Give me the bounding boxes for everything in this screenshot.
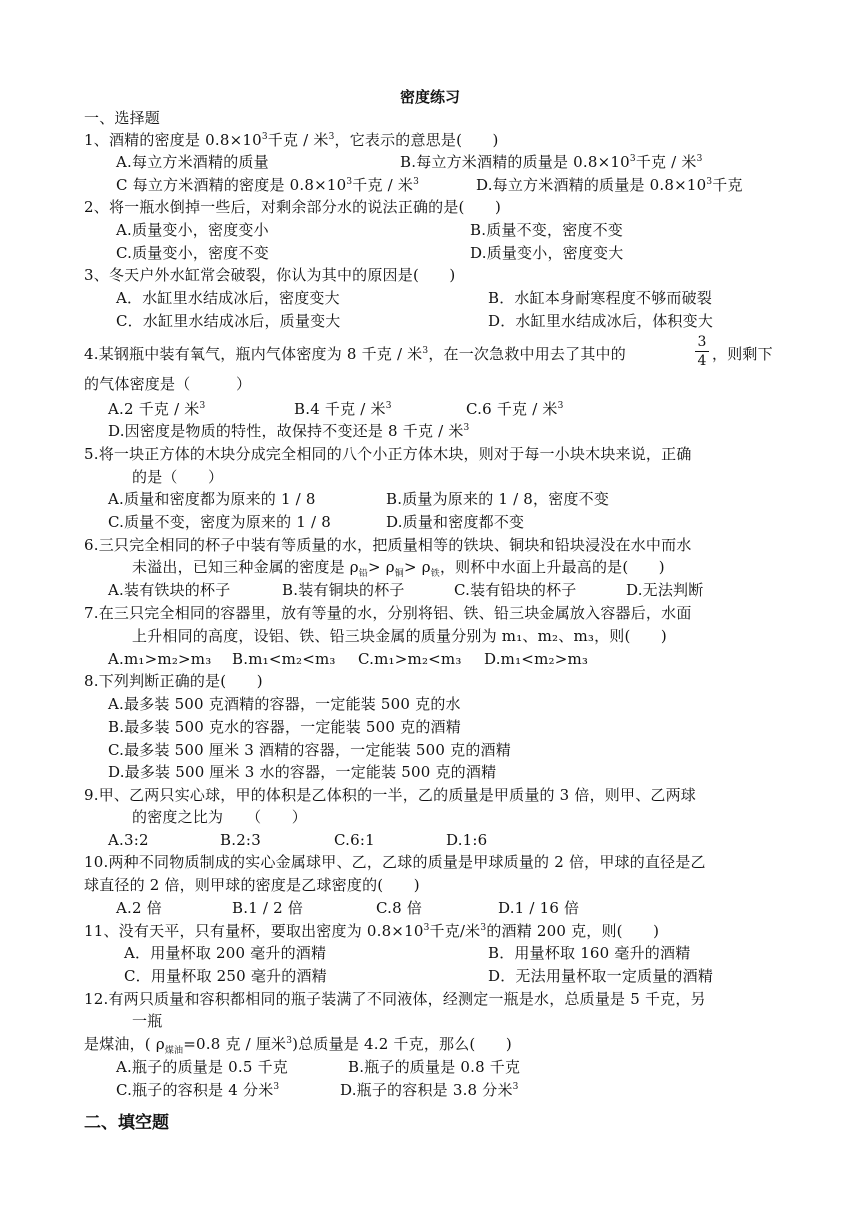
question-2-option-b: B.质量不变，密度不变 [470,221,623,239]
question-4-fraction [695,334,709,369]
question-12-stem: 12.有两只质量和容积都相同的瓶子装满了不同液体，经测定一瓶是水，总质量是 5 千克，另 [84,990,706,1008]
question-6-option-d: D.无法判断 [626,581,704,599]
question-3-option-d: D．水缸里水结成冰后，体积变大 [488,312,714,330]
question-10-option-b: B.1 / 2 倍 [232,899,304,917]
question-2-stem: 2、将一瓶水倒掉一些后，对剩余部分水的说法正确的是( ) [84,198,502,216]
question-9-stem-line2: 的密度之比为 （ ） [132,808,307,826]
question-6-stem: 6.三只完全相同的杯子中装有等质量的水，把质量相等的铁块、铜块和铅块浸没在水中而水 [84,536,692,554]
question-10-option-a: A.2 倍 [116,899,162,917]
question-8-option-c: C.最多装 500 厘米 3 酒精的容器，一定能装 500 克的酒精 [108,741,511,759]
question-5-stem: 5.将一块正方体的木块分成完全相同的八个小正方体木块，则对于每一小块木块来说，正确 [84,445,692,463]
section-heading-fill-blank: 二、填空题 [84,1113,169,1133]
question-1-option-d: D.每立方米酒精的质量是 $0.8\times 10^3$千克 [476,176,743,194]
question-8-option-a: A.最多装 500 克酒精的容器，一定能装 500 克的水 [108,695,461,713]
question-8-stem: 8.下列判断正确的是( ) [84,672,263,690]
question-4-option-a: A.2 千克 / 米$^3$ [108,400,206,418]
question-6-option-b: B.装有铜块的杯子 [282,581,405,599]
question-10-option-d: D.1 / 16 倍 [498,899,580,917]
question-12-stem-line3: 是煤油，( $\rho_{煤油}=0.8$ 克 / 厘米$^3$)总质量是 4.2 千克，那么( ) [84,1035,512,1056]
page-title: 密度练习 [399,88,460,106]
question-7-stem: 7.在三只完全相同的容器里，放有等量的水，分别将铝、铁、铅三块金属放入容器后，水面 [84,604,692,622]
question-12-option-d: D.瓶子的容积是 3.8 分米$^3$ [340,1081,519,1099]
question-1-stem: 1、酒精的密度是 $0.8\times 10^3$千克 / 米$^3$，它表示的意思是( ) [84,131,499,149]
question-11-option-d: D．无法用量杯取一定质量的酒精 [488,967,714,985]
question-11-option-b: B．用量杯取 160 毫升的酒精 [488,944,691,962]
question-11-option-a: A．用量杯取 200 毫升的酒精 [124,944,327,962]
fraction-numerator: 3 [697,334,707,350]
question-12-stem-line2: 一瓶 [132,1012,163,1030]
question-7-option-c: C.m₁>m₂<m₃ [358,650,462,668]
question-7-stem-line2: 上升相同的高度，设铝、铁、铅三块金属的质量分别为 m₁、m₂、m₃，则( ) [132,627,667,645]
question-3-option-c: C．水缸里水结成冰后，质量变大 [116,312,341,330]
question-9-option-a: A.3:2 [108,831,149,849]
question-3-option-b: B．水缸本身耐寒程度不够而破裂 [488,289,713,307]
question-1-option-c: C 每立方米酒精的密度是 $0.8\times 10^3$千克 / 米$^3$ [116,176,419,194]
question-10-stem-line2: 球直径的 2 倍，则甲球的密度是乙球密度的( ) [84,876,420,894]
fraction-denominator: 4 [697,353,707,369]
question-9-option-c: C.6:1 [334,831,375,849]
question-12-option-b: B.瓶子的质量是 0.8 千克 [348,1058,521,1076]
question-4-option-b: B.4 千克 / 米$^3$ [294,400,392,418]
question-12-option-a: A.瓶子的质量是 0.5 千克 [116,1058,288,1076]
question-8-option-b: B.最多装 500 克水的容器，一定能装 500 克的酒精 [108,718,461,736]
question-4-option-c: C.6 千克 / 米$^3$ [466,400,564,418]
question-5-option-b: B.质量为原来的 1 / 8，密度不变 [386,490,610,508]
question-3-option-a: A．水缸里水结成冰后，密度变大 [116,289,340,307]
question-9-option-b: B.2:3 [220,831,261,849]
question-9-stem: 9.甲、乙两只实心球，甲的体积是乙体积的一半，乙的质量是甲质量的 3 倍，则甲、乙两球 [84,786,696,804]
question-11-option-c: C．用量杯取 250 毫升的酒精 [124,967,327,985]
question-1-option-b: B.每立方米酒精的质量是 $0.8\times 10^3$千克 / 米$^3$ [400,153,703,171]
question-5-option-a: A.质量和密度都为原来的 1 / 8 [108,490,316,508]
question-7-option-d: D.m₁<m₂>m₃ [484,650,589,668]
question-2-option-d: D.质量变小，密度变大 [470,244,624,262]
question-10-option-c: C.8 倍 [376,899,423,917]
question-3-stem: 3、冬天户外水缸常会破裂，你认为其中的原因是( ) [84,266,456,284]
question-5-stem-line2: 的是（ ） [132,468,224,486]
question-2-option-c: C.质量变小，密度不变 [116,244,269,262]
question-4-stem: 4.某钢瓶中装有氧气，瓶内气体密度为 8 千克 / 米$^3$，在一次急救中用去了其中的 [84,345,626,363]
question-9-option-d: D.1:6 [446,831,488,849]
question-8-option-d: D.最多装 500 厘米 3 水的容器，一定能装 500 克的酒精 [108,763,497,781]
question-1-option-a: A.每立方米酒精的质量 [116,153,269,171]
question-4-option-d: D.因密度是物质的特性，故保持不变还是 8 千克 / 米$^3$ [108,422,470,440]
question-6-option-a: A.装有铁块的杯子 [108,581,231,599]
question-7-option-b: B.m₁<m₂<m₃ [232,650,336,668]
question-2-option-a: A.质量变小，密度变小 [116,221,269,239]
question-4-stem-tail: ，则剩下 [712,345,773,363]
section-heading-choice: 一、选择题 [84,109,161,127]
question-12-option-c: C.瓶子的容积是 4 分米$^3$ [116,1081,280,1099]
question-4-stem-line2: 的气体密度是（ ） [84,375,252,393]
fraction-bar [695,351,709,352]
question-5-option-d: D.质量和密度都不变 [386,513,525,531]
question-5-option-c: C.质量不变，密度为原来的 1 / 8 [108,513,331,531]
question-7-option-a: A.m₁>m₂>m₃ [108,650,212,668]
question-6-stem-line2: 未溢出，已知三种金属的密度是 $\rho_铅> \rho_铜> \rho_铁$，则杯中水面上升最高的是( ) [132,558,665,579]
question-6-option-c: C.装有铅块的杯子 [454,581,577,599]
question-10-stem: 10.两种不同物质制成的实心金属球甲、乙，乙球的质量是甲球质量的 2 倍，甲球的直径是乙 [84,853,706,871]
question-11-stem: 11、没有天平，只有量杯，要取出密度为 $0.8\times 10^3$千克/米$^3$的酒精 200 克，则( ) [84,922,660,940]
